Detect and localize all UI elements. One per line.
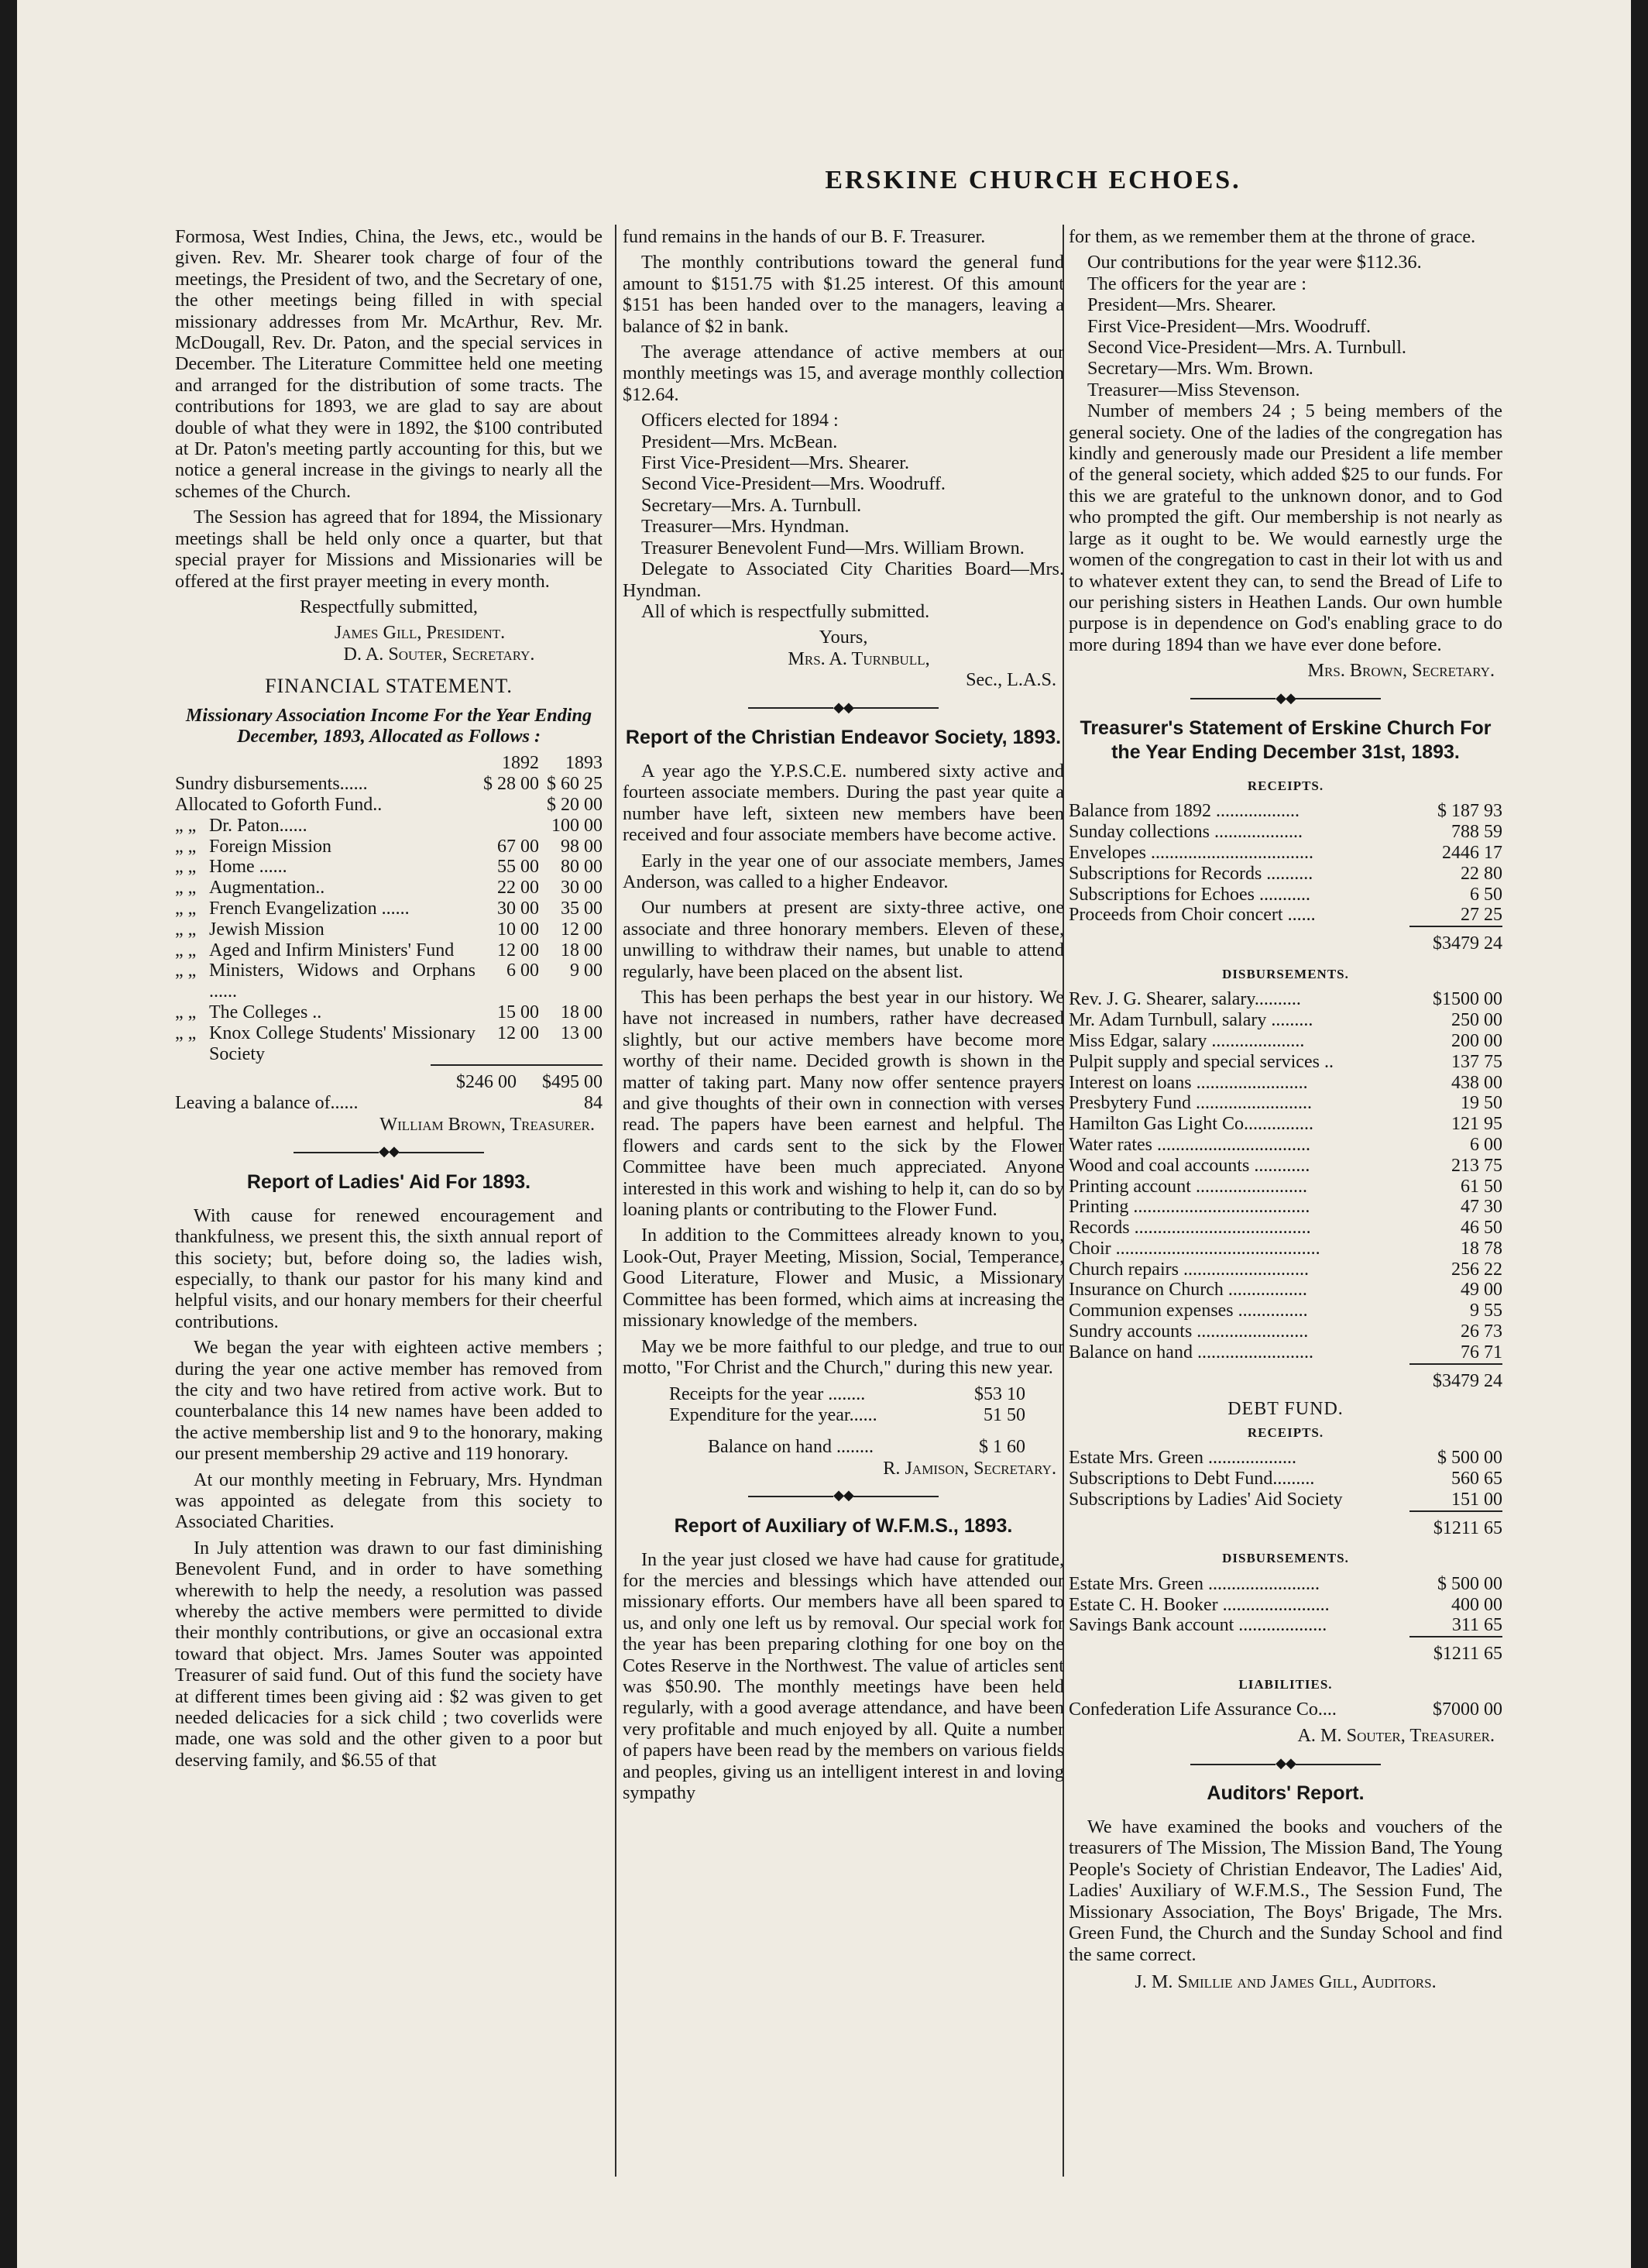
ledger-label: Printing account ........................ (1069, 1176, 1307, 1197)
amount-1893: 18 00 (561, 1002, 603, 1022)
ledger-row (1069, 1490, 1502, 1510)
ledger-amount: 61 50 (1461, 1176, 1502, 1197)
ce-paragraph: This has been perhaps the best year in our history. We have not increased in numbers, rather have decreased slightly, but our active members have become more worthy of their name. Decided growth is shown in the matter of taking part. Many now offer sentence prayers and give thoughts of their own in connection with verses read. The papers have been earnest and helpful. The flowers and cards sent to the sick by the Flower Committee have been much appreciated. Anyone interested in this work and wishing to help it, can do so by loaning plants or contributing to the Flower Fund. (623, 987, 1064, 1221)
ledger-row (1069, 989, 1502, 1010)
ledger-label: Miss Edgar, salary .................... (1069, 1030, 1305, 1051)
amount-1893: 13 00 (561, 1022, 603, 1043)
christian-endeavor-heading: Report of the Christian Endeavor Society, 1893. (625, 726, 1062, 748)
financial-row-label: The Colleges .. (209, 1002, 322, 1022)
receipts-table (1069, 801, 1502, 926)
ce-paragraph: Our numbers at present are sixty-three active, one associate and three honorary members. Eleven of these, unwilling to withdraw their names, but unable to attend regularly, have been placed on the absent list. (623, 897, 1064, 982)
ledger-label: Church repairs ........................... (1069, 1259, 1309, 1280)
disbursements-total: $3479 24 (1069, 1363, 1502, 1392)
session-paragraph: The Session has agreed that for 1894, the Missionary meetings shall be held only once a quarter, but that special prayer for Missions and Missionaries will be offered at the first prayer meeting in every month. (175, 507, 603, 592)
ditto-mark: „ „ (175, 919, 197, 940)
amount-1893: 12 00 (561, 919, 603, 940)
financial-totals (175, 1064, 603, 1114)
ledger-amount: 6 00 (1470, 1134, 1502, 1155)
signature-treasurer: William Brown, Treasurer. (379, 1113, 595, 1135)
financial-row (175, 960, 603, 1002)
amount-1892: 15 00 (497, 1002, 539, 1022)
ledger-amount: 400 00 (1451, 1594, 1502, 1615)
year-1893: 1893 (565, 753, 603, 774)
ditto-mark: „ „ (175, 898, 197, 919)
debt-disbursements-heading: DISBURSEMENTS. (1222, 1551, 1349, 1566)
liabilities-heading: LIABILITIES. (1238, 1677, 1333, 1692)
ditto-mark: „ „ (175, 940, 197, 960)
ledger-row (1069, 801, 1502, 822)
financial-row-label: Dr. Paton...... (209, 815, 307, 836)
ledger-label: Wood and coal accounts ............ (1069, 1155, 1310, 1176)
ledger-amount: 49 00 (1461, 1280, 1502, 1301)
amount-1892: 22 00 (497, 878, 539, 899)
ledger-amount: 19 50 (1461, 1093, 1502, 1114)
signature-secretary: Mrs. A. Turnbull, (788, 648, 930, 669)
financial-row-label: Home ...... (209, 857, 287, 878)
ledger-amount: 137 75 (1451, 1051, 1502, 1072)
signature-president: James Gill, President. (334, 622, 506, 644)
column-1 (175, 226, 603, 1775)
financial-statement-table (175, 753, 603, 1064)
financial-row (175, 774, 603, 795)
wfms-heading: Report of Auxiliary of W.F.M.S., 1893. (674, 1514, 1013, 1537)
ladies-aid-paragraph: In July attention was drawn to our fast diminishing Benevolent Fund, and in order to have something wherewith to help the needy, a resolution was passed whereby the active members were permitted to divide their monthly contributions, or give an occasional extra toward that object. Mrs. James Souter was appointed Treasurer of said fund. Out of this fund the society have at different times been giving aid : $2 was given to get needed delicacies for a sick child ; two coverlids were made, one was sold and the other given to a poor but deserving family, and $6.55 of that (175, 1537, 603, 1771)
ladies-aid-paragraph: We began the year with eighteen active members ; during the year one active member has removed from the city and two have retired from active work. But to counterbalance this 14 new names have been added to the active membership list and 9 to the honorary, making our present membership 29 active and 119 honorary. (175, 1337, 603, 1465)
ledger-amount: 76 71 (1461, 1342, 1502, 1363)
auditors-signature: J. M. Smillie and James Gill, Auditors. (1135, 1971, 1437, 1992)
signature-secretary: Mrs. Brown, Secretary. (1307, 660, 1495, 682)
ledger-amount: 47 30 (1461, 1197, 1502, 1218)
financial-row (175, 1023, 603, 1065)
debt-disbursements-total: $1211 65 (1069, 1636, 1502, 1665)
ladies-aid-paragraph: With cause for renewed encouragement and thankfulness, we present this, the sixth annual report of this society; but, before doing so, the ladies wish, especially, to thank our pastor for his many kind and helpful visits, and our honary members for their cheerful contributions. (175, 1204, 603, 1332)
amount-1892 (476, 795, 539, 816)
ledger-amount: 438 00 (1451, 1072, 1502, 1093)
wfms-officers: The officers for the year are : President—Mrs. Shearer. First Vice-President—Mrs. Woodruff. Second Vice-President—Mrs. A. Turnbull. Secretary—Mrs. Wm. Brown. Treasurer—Miss Stevenson. (1087, 273, 1406, 400)
ledger-label: Mr. Adam Turnbull, salary ......... (1069, 1010, 1313, 1031)
financial-row (175, 816, 603, 837)
ledger-row (1069, 1615, 1502, 1636)
ledger-row (1069, 1114, 1502, 1135)
ledger-label: Communion expenses ............... (1069, 1301, 1308, 1321)
financial-row-label: Knox College Students' Missionary Society (209, 1022, 476, 1064)
total-1892: $246 00 (431, 1065, 517, 1093)
financial-row (175, 899, 603, 919)
ledger-row (1069, 1448, 1502, 1469)
column-2 (623, 226, 1064, 1808)
column-divider (615, 225, 616, 2177)
missionary-report-continued: Formosa, West Indies, China, the Jews, etc., would be given. Rev. Mr. Shearer took charge of four of the meetings, the President of two, and the Secretary of one, the other meetings being filled in with special missionary addresses from Mr. McArthur, Rev. Mr. McDougall, Rev. Dr. Paton, and the special services in December. The Literature Committee held one meeting and arranged for the distribution of some tracts. The contributions for 1893, we are glad to say are about double of what they were in 1892, the $100 contributed at Dr. Paton's meeting partly accounting for this, but we notice a general increase in the givings to nearly all the schemes of the Church. (175, 226, 603, 502)
ledger-label: Savings Bank account ................... (1069, 1615, 1327, 1636)
ledger-amount: 250 00 (1451, 1010, 1502, 1031)
ladies-aid-continued: fund remains in the hands of our B. F. Treasurer. (623, 226, 986, 247)
ledger-row (1069, 864, 1502, 885)
ledger-amount: 27 25 (1461, 905, 1502, 926)
amount-1892: 55 00 (497, 857, 539, 878)
financial-row-label: Allocated to Goforth Fund.. (175, 794, 383, 815)
ditto-mark: „ „ (175, 1022, 197, 1043)
ledger-label: Water rates ................................. (1069, 1134, 1310, 1155)
debt-disbursements-table (1069, 1574, 1502, 1636)
ledger-label: Envelopes ................................... (1069, 842, 1313, 863)
financial-statement-heading: FINANCIAL STATEMENT. (265, 675, 513, 698)
ledger-label: Records ...................................... (1069, 1218, 1311, 1239)
ledger-label: Interest on loans ........................ (1069, 1072, 1308, 1093)
ledger-amount: 121 95 (1451, 1114, 1502, 1135)
debt-receipts-heading: RECEIPTS. (1247, 1424, 1324, 1440)
ledger-row (1069, 1052, 1502, 1073)
ledger-label: Subscriptions by Ladies' Aid Society (1069, 1489, 1343, 1510)
ledger-label: Estate C. H. Booker ....................... (1069, 1594, 1330, 1615)
ledger-label: Balance from 1892 .................. (1069, 801, 1300, 822)
ce-paragraph: In addition to the Committees already known to you, Look-Out, Prayer Meeting, Mission, Social, Temperance, Good Literature, Flower and Music, a Missionary Committee has been formed, which aims at increasing the missionary knowledge of the members. (623, 1225, 1064, 1332)
financial-row-label: French Evangelization ...... (209, 898, 410, 919)
ledger-row (1069, 1239, 1502, 1259)
amount-1893: 98 00 (561, 836, 603, 857)
ce-paragraph: May we be more faithful to our pledge, and true to our motto, "For Christ and the Church," during this new year. (623, 1335, 1064, 1378)
ledger-amount: $1500 00 (1433, 989, 1502, 1010)
ledger-row (1069, 1259, 1502, 1280)
ledger-row (1069, 1031, 1502, 1052)
ditto-mark: „ „ (175, 878, 197, 899)
ledger-label: Choir ............................................ (1069, 1238, 1320, 1259)
newsletter-page (17, 0, 1631, 2268)
ledger-row (1069, 885, 1502, 905)
ledger-label: Subscriptions for Records .......... (1069, 863, 1313, 884)
amount-1893: 18 00 (561, 940, 603, 960)
financial-row-label: Jewish Mission (209, 919, 324, 940)
ditto-mark: „ „ (175, 857, 197, 878)
ce-paragraph: A year ago the Y.P.S.C.E. numbered sixty active and fourteen associate members. During the past year quite a number have left, sixteen new members have been received and four associate members have become active. (623, 760, 1064, 846)
ledger-amount: 46 50 (1461, 1218, 1502, 1239)
financial-row (175, 837, 603, 857)
receipts-total: $3479 24 (1069, 926, 1502, 954)
amount-1892: $ 28 00 (483, 774, 539, 795)
ledger-label: Sunday collections ................... (1069, 822, 1303, 843)
ledger-label: Estate Mrs. Green ........................ (1069, 1573, 1320, 1594)
ledger-amount: 256 22 (1451, 1259, 1502, 1280)
amount-1893: 30 00 (561, 878, 603, 899)
ledger-amount: 213 75 (1451, 1155, 1502, 1176)
ce-accounts: Receipts for the year ........ $53 10 Expenditure for the year...... 51 50 Balance on hand ........ $ 1 60 (669, 1384, 1025, 1457)
ledger-amount: $ 500 00 (1437, 1573, 1502, 1594)
wfms-paragraph: Number of members 24 ; 5 being members of the general society. One of the ladies of the congregation has kindly and generously made our President a life member of the general society, which added $25 to our funds. For this we are grateful to the unknown donor, and to God who prompted the gift. Our membership is not nearly as large as it ought to be. We would earnestly urge the women of the congregation to cast in their lot with us and to whatever extent they can, to send the Bread of Life to our perishing sisters in Heathen Lands. Our own humble purpose is in dependence on God's enabling grace to do more during 1894 than we have ever done before. (1069, 400, 1502, 655)
wfms-contributions: Our contributions for the year were $112.36. (1087, 252, 1422, 273)
balance-value: 84 (584, 1093, 603, 1114)
ladies-aid-paragraph: The average attendance of active members at our monthly meetings was 15, and average monthly collection $12.64. (623, 342, 1064, 405)
ledger-label: Presbytery Fund ......................... (1069, 1093, 1312, 1114)
ledger-label: Subscriptions to Debt Fund......... (1069, 1469, 1315, 1490)
ledger-amount: 2446 17 (1442, 842, 1502, 863)
ledger-row (1069, 1301, 1502, 1321)
total-1893: $495 00 (517, 1065, 603, 1093)
ledger-amount: $ 500 00 (1437, 1448, 1502, 1469)
financial-row-label: Ministers, Widows and Orphans ...... (209, 960, 476, 1002)
treasurers-statement-heading: Treasurer's Statement of Erskine Church For the Year Ending December 31st, 1893. (1080, 716, 1492, 763)
financial-row (175, 940, 603, 961)
receipts-heading: RECEIPTS. (1247, 778, 1324, 793)
signature-secretary: D. A. Souter, Secretary. (343, 643, 535, 665)
ledger-row (1069, 1218, 1502, 1239)
amount-1892: 12 00 (497, 1022, 539, 1043)
column-3 (1069, 226, 1502, 1997)
amount-1892: 6 00 (506, 960, 539, 981)
ledger-row (1069, 1135, 1502, 1156)
wfms-continued: for them, as we remember them at the throne of grace. (1069, 226, 1476, 247)
ornamental-rule: ◆◆ (623, 1485, 1064, 1506)
ditto-mark: „ „ (175, 815, 197, 836)
debt-fund-heading: DEBT FUND. (1227, 1399, 1344, 1420)
running-head: ERSKINE CHURCH ECHOES. (825, 166, 1241, 194)
ledger-amount: 9 55 (1470, 1301, 1502, 1321)
ledger-label: Proceeds from Choir concert ...... (1069, 905, 1316, 926)
ditto-mark: „ „ (175, 960, 197, 981)
ledger-row (1069, 843, 1502, 864)
financial-row-label: Aged and Infirm Ministers' Fund (209, 940, 455, 960)
financial-statement-subtitle: Missionary Association Income For the Year Ending December, 1893, Allocated as Follows : (185, 704, 592, 747)
ladies-aid-officers: Officers elected for 1894 : President—Mrs. McBean. First Vice-President—Mrs. Shearer. Second Vice-President—Mrs. Woodruff. Secretary—Mrs. A. Turnbull. Treasurer—Mrs. Hyndman. Treasurer Benevolent Fund—Mrs. William Brown. Delegate to Associated City Charities Board—Mrs. Hyndman. All of which is respectfully submitted. (623, 410, 1064, 622)
amount-1892 (476, 816, 539, 837)
amount-1893: $ 20 00 (547, 794, 603, 815)
financial-row (175, 857, 603, 878)
amount-1892: 12 00 (497, 940, 539, 960)
amount-1893: 80 00 (561, 857, 603, 878)
auditors-paragraph: We have examined the books and vouchers of the treasurers of The Mission, The Mission Band, The Young People's Society of Christian Endeavor, The Ladies' Aid, Ladies' Auxiliary of W.F.M.S., The Session Fund, The Missionary Association, The Boys' Brigade, The Mrs. Green Fund, the Church and the Sunday School and find the same correct. (1069, 1816, 1502, 1965)
ledger-amount: 151 00 (1451, 1489, 1502, 1510)
ledger-amount: 6 50 (1470, 884, 1502, 905)
ledger-row (1069, 1093, 1502, 1114)
ledger-amount: 311 65 (1451, 1615, 1502, 1636)
ladies-aid-paragraph: At our monthly meeting in February, Mrs. Hyndman was appointed as delegate from this society to Associated Charities. (175, 1469, 603, 1533)
debt-receipts-total: $1211 65 (1069, 1510, 1502, 1539)
ledger-row (1069, 905, 1502, 926)
financial-row (175, 878, 603, 899)
balance-label: Leaving a balance of...... (175, 1093, 359, 1114)
signature-title: Sec., L.A.S. (966, 669, 1056, 691)
amount-1893: 35 00 (561, 898, 603, 919)
financial-row (175, 795, 603, 816)
ledger-amount: $ 187 93 (1437, 801, 1502, 822)
ornamental-rule: ◆◆ (623, 697, 1064, 718)
ce-paragraph: Early in the year one of our associate members, James Anderson, was called to a higher Endeavor. (623, 850, 1064, 892)
financial-row (175, 919, 603, 940)
ledger-label: Rev. J. G. Shearer, salary.......... (1069, 989, 1301, 1010)
year-header-row (175, 753, 603, 774)
auditors-heading: Auditors' Report. (1207, 1782, 1365, 1805)
ledger-row (1069, 1321, 1502, 1342)
financial-row (175, 1002, 603, 1023)
ledger-amount: 18 78 (1461, 1238, 1502, 1259)
signature-treasurer: A. M. Souter, Treasurer. (1297, 1725, 1495, 1747)
ledger-row (1069, 1574, 1502, 1595)
financial-row-label: Augmentation.. (209, 878, 325, 899)
ditto-mark: „ „ (175, 1002, 197, 1022)
amount-1892: 10 00 (497, 919, 539, 940)
year-1892: 1892 (502, 753, 539, 774)
ledger-label: Balance on hand ......................... (1069, 1342, 1313, 1363)
ledger-label: Insurance on Church ................. (1069, 1280, 1307, 1301)
signature-secretary: R. Jamison, Secretary. (883, 1457, 1056, 1479)
ledger-amount: 200 00 (1451, 1030, 1502, 1051)
ledger-row (1069, 1342, 1502, 1363)
ledger-row (1069, 1280, 1502, 1301)
ledger-label: Sundry accounts ........................ (1069, 1321, 1309, 1342)
ledger-row (1069, 1073, 1502, 1094)
ledger-label: Subscriptions for Echoes ........... (1069, 884, 1310, 905)
ledger-row (1069, 1197, 1502, 1218)
yours: Yours, (819, 627, 868, 648)
ledger-row (1069, 1010, 1502, 1031)
ledger-amount: 22 80 (1461, 863, 1502, 884)
disbursements-heading: DISBURSEMENTS. (1222, 966, 1349, 981)
ornamental-rule: ◆◆ (1069, 1753, 1502, 1774)
amount-1893: 100 00 (551, 815, 603, 836)
ornamental-rule: ◆◆ (175, 1141, 603, 1162)
ladies-aid-paragraph: The monthly contributions toward the general fund amount to $151.75 with $1.25 interest. Of this amount $151 has been handed over to the managers, leaving a balance of $2 in bank. (623, 252, 1064, 337)
ledger-row (1069, 1156, 1502, 1177)
debt-receipts-table (1069, 1448, 1502, 1510)
disbursements-table (1069, 989, 1502, 1363)
financial-row-label: Foreign Mission (209, 836, 332, 857)
ledger-label: Printing ...................................... (1069, 1197, 1310, 1218)
ledger-label: Estate Mrs. Green ................... (1069, 1448, 1296, 1469)
amount-1893: $ 60 25 (547, 774, 603, 795)
amount-1892: 30 00 (497, 898, 539, 919)
ledger-row (1069, 822, 1502, 843)
ditto-mark: „ „ (175, 836, 197, 857)
ledger-label: Hamilton Gas Light Co............... (1069, 1114, 1313, 1135)
liabilities-table: Confederation Life Assurance Co.... $7000 00 (1069, 1699, 1502, 1720)
amount-1892: 67 00 (497, 836, 539, 857)
ledger-amount: 560 65 (1451, 1469, 1502, 1490)
financial-row-label: Sundry disbursements...... (175, 774, 368, 795)
ornamental-rule: ◆◆ (1069, 688, 1502, 709)
ledger-row (1069, 1469, 1502, 1490)
respectfully-submitted: Respectfully submitted, (300, 596, 478, 617)
amount-1893: 9 00 (570, 960, 603, 981)
wfms-paragraph: In the year just closed we have had cause for gratitude, for the mercies and blessings which have attended our missionary efforts. Our members have all been spared to us, and only one left us by removal. Our special work for the year has been preparing clothing for one boy on the Cotes Reserve in the Northwest. The value of articles sent was $50.90. The monthly meetings have been held regularly, with a good average attendance, and have been very profitable and much enjoyed by all. Quite a number of papers have been read by the members on various fields and peoples, giving us an intelligent interest in and loving sympathy (623, 1548, 1064, 1803)
ledger-row (1069, 1595, 1502, 1616)
ledger-amount: 788 59 (1451, 822, 1502, 843)
ledger-row (1069, 1177, 1502, 1198)
ladies-aid-heading: Report of Ladies' Aid For 1893. (246, 1170, 531, 1193)
ledger-label: Pulpit supply and special services .. (1069, 1051, 1334, 1072)
ledger-amount: 26 73 (1461, 1321, 1502, 1342)
